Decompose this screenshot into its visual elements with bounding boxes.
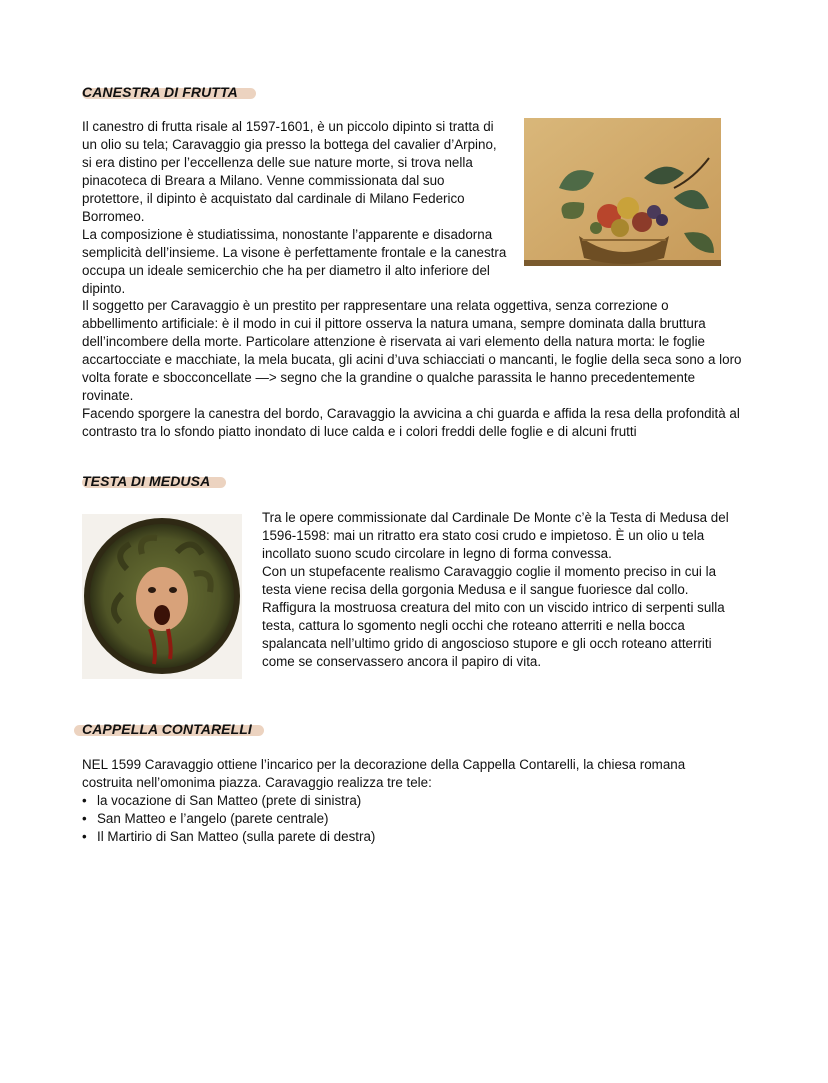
medusa-p1: Tra le opere commissionate dal Cardinale De Monte c’è la Testa di Medusa del 1596-1598: mai un ritratto era stato cosi crudo e impietoso. È un olio u tela incollato suono scudo circolare in legno di forma convessa.: [262, 510, 729, 561]
list-item: • Il Martirio di San Matteo (sulla parete di destra): [82, 828, 722, 846]
medusa-text: [262, 509, 742, 671]
heading-canestra-text: CANESTRA DI FRUTTA: [82, 84, 238, 100]
canestra-intro: [82, 118, 507, 298]
contarelli-list: [82, 792, 722, 846]
contarelli-text: [82, 756, 722, 792]
heading-canestra: [82, 83, 238, 101]
heading-medusa-text: TESTA DI MEDUSA: [82, 473, 211, 489]
canestra-body: [82, 297, 742, 441]
heading-contarelli: [82, 720, 252, 738]
heading-medusa: [82, 472, 210, 490]
heading-contarelli-text: CAPPELLA CONTARELLI: [82, 721, 252, 737]
list-item: • la vocazione di San Matteo (prete di sinistra): [82, 792, 722, 810]
canestra-p3: Il soggetto per Caravaggio è un prestito per rappresentare una relata oggettiva, senza correzione o abbellimento artificiale: è il modo in cui il pittore osserva la natura umana, sempre dominata dalla bruttura dell’incombere della morte. Particolare attenzione è riservata ai vari elemento della natura morta: le foglie accartocciate e macchiate, la mela bucata, gli acini d’uva schiacciati o mancanti, le foglie della seca sono a loro volta forate e sbocconcellate —> segno che la grandine o qualche parassita le hanno precedentemente rovinate.: [82, 298, 742, 403]
medusa-painting: [82, 514, 242, 679]
medusa-p2: Con un stupefacente realismo Caravaggio coglie il momento preciso in cui la testa viene recisa della gorgonia Medusa e il sangue fuoriesce dal collo. Raffigura la mostruosa creatura del mito con un viscido intrico di serpenti sulla testa, cattura lo sgomento negli occhi che roteano atterriti e nella bocca spalancata nell’ultimo grido di angoscioso stupore e gli occh roteano atterriti come se conservassero ancora il papiro di vita.: [262, 564, 725, 669]
canestra-p2: La composizione è studiatissima, nonostante l’apparente e disadorna semplicità dell’insieme. La visone è perfettamente frontale e la canestra occupa un ideale semicerchio che ha per diametro il alto inferiore del dipinto.: [82, 227, 507, 296]
contarelli-p1: NEL 1599 Caravaggio ottiene l’incarico per la decorazione della Cappella Contarelli, la chiesa romana costruita nell’omonima piazza. Caravaggio realizza tre tele:: [82, 757, 686, 790]
canestra-p4: Facendo sporgere la canestra del bordo, Caravaggio la avvicina a chi guarda e affida la resa della profondità al contrasto tra lo sfondo piatto inondato di luce calda e i colori freddi delle foglie e di alcuni frutti: [82, 406, 740, 439]
list-item: • San Matteo e l’angelo (parete centrale): [82, 810, 722, 828]
canestra-p1: Il canestro di frutta risale al 1597-1601, è un piccolo dipinto si tratta di un olio su tela; Caravaggio gia presso la bottega del cavalier d’Arpino, si era distino per l’eccellenza delle sue nature morte, si trova nella pinacoteca di Breara a Milano. Venne commissionata dal suo protettore, il dipinto è acquistato dal cardinale di Milano Federico Borromeo.: [82, 119, 497, 224]
canestra-painting: [524, 118, 721, 266]
